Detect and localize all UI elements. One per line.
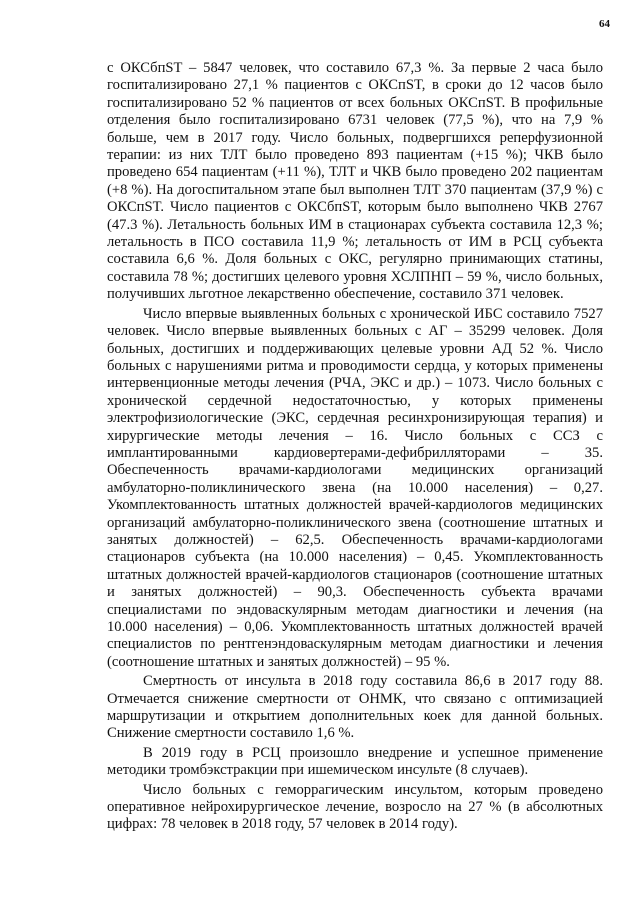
document-body [107,60,603,834]
paragraph-hemorrhagic-stroke: Число больных с геморрагическим инсультом, которым проведено оперативное нейрохирургическое лечение, возросло на 27 % (в абсолютных цифрах: 78 человек в 2018 году, 57 человек в 2014 году). [107,781,603,833]
paragraph-thrombectomy: В 2019 году в РСЦ произошло внедрение и успешное применение методики тромбэкстракции при ишемическом инсульте (8 случаев). [107,744,603,779]
page-number: 64 [599,18,610,30]
paragraph-oks-statistics: с ОКСбпST – 5847 человек, что составило 67,3 %. За первые 2 часа было госпитализировано 27,1 % пациентов с ОКСпST, в сроки до 12 часов было госпитализировано 52 % пациентов от всех больных ОКСпST. В профильные отделения было госпитализировано 6731 человек (77,5 %), что на 7,9 % больше, чем в 2017 году. Число больных, подвергшихся реперфузионной терапии: из них ТЛТ было проведено 893 пациентам (+15 %); ЧКВ было проведено 654 пациентам (+11 %), ТЛТ и ЧКВ было проведено 202 пациентам (+8 %). На догоспитальном этапе был выполнен ТЛТ 370 пациентам (37,9 %) с ОКСпST. Число пациентов с ОКСбпST, которым было выполнено ЧКВ 2767 (47.3 %). Летальность больных ИМ в стационарах субъекта составила 12,3 %; летальность в ПСО составила 11,9 %; летальность от ИМ в РСЦ субъекта составила 6,6 %. Доля больных с ОКС, регулярно принимающих статины, составила 78 %; достигших целевого уровня ХСЛПНП – 59 %, число больных, получивших льготное лекарственно обеспечение, составило 371 человек. [107,60,603,303]
paragraph-stroke-mortality: Смертность от инсульта в 2018 году составила 86,6 в 2017 году 88. Отмечается снижение смертности от ОНМК, что связано с оптимизацией маршрутизации и открытием дополнительных коек для данной больных. Снижение смертности составило 1,6 %. [107,673,603,742]
paragraph-ibs-statistics: Число впервые выявленных больных с хронической ИБС составило 7527 человек. Число впервые выявленных больных с АГ – 35299 человек. Доля больных, достигших и поддерживающих целевые уровни АД 52 %. Число больных с нарушениями ритма и проводимости сердца, у которых применены интервенционные методы лечения (РЧА, ЭКС и др.) – 1073. Число больных с хронической сердечной недостаточностью, у которых применены электрофизиологические (ЭКС, сердечная ресинхронизирующая терапия) и хирургические методы лечения – 16. Число больных с ССЗ с имплантированными кардиовертерами-дефибрилляторами – 35. Обеспеченность врачами-кардиологами медицинских организаций амбулаторно-поликлинического звена (на 10.000 населения) – 0,27. Укомплектованность штатных должностей врачей-кардиологов медицинских организаций амбулаторно-поликлинического звена (соотношение штатных и занятых должностей) – 62,5. Обеспеченность врачами-кардиологами стационаров субъекта (на 10.000 населения) – 0,45. Укомплектованность штатных должностей врачей-кардиологов стационаров (соотношение штатных и занятых должностей) – 90,3. Обеспеченность субъекта врачами специалистами по эндоваскулярным методам диагностики и лечения (на 10.000 населения) – 0,06. Укомплектованность штатных должностей врачей специалистов по рентгенэндоваскулярным методам диагностики и лечения (соотношение штатных и занятых должностей) – 95 %. [107,305,603,670]
